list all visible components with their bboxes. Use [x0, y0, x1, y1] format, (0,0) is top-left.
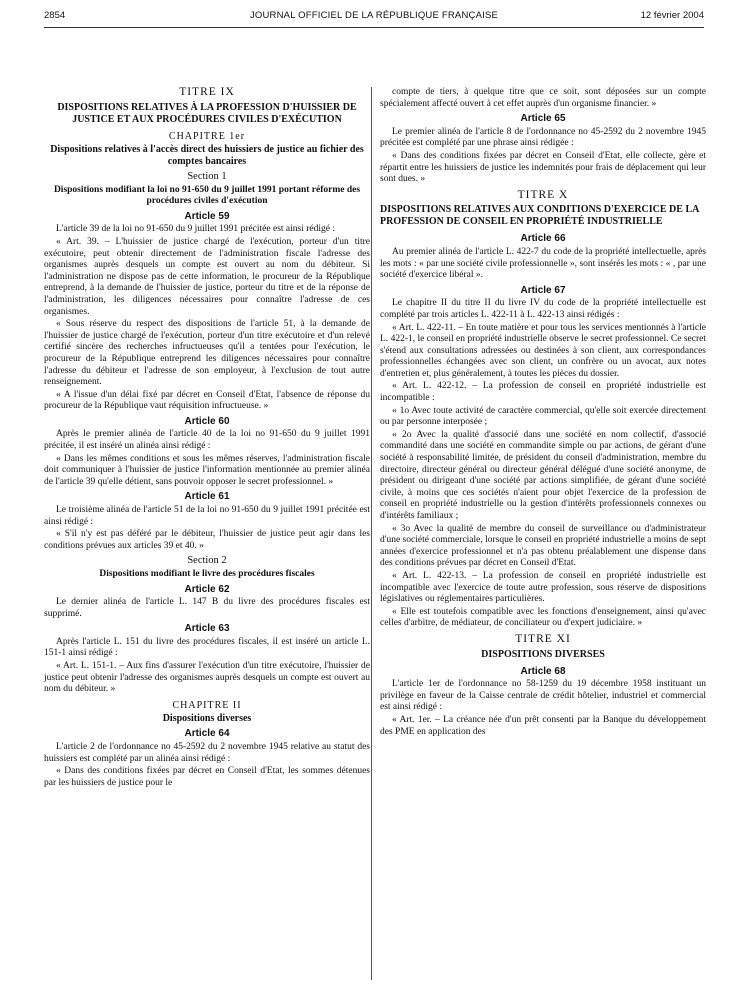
right-column — [380, 87, 706, 739]
paragraph: « Dans les mêmes conditions et sous les mêmes réserves, l'administration fiscale doit communiquer à l'huissier de justice l'information mentionnée au premier alinéa de l'article 39 qu'elle détient, sans pouvoir opposer le secret professionnel. » — [44, 453, 370, 487]
paragraph: Après l'article L. 151 du livre des procédures fiscales, il est inséré un article L. 151-1 ainsi rédigé : — [44, 636, 370, 659]
paragraph: « Dans des conditions fixées par décret en Conseil d'Etat, elle collecte, gère et répartit entre les huissiers de justice les indemnités pour frais de déplacement qui leur sont dues. » — [380, 150, 706, 185]
paragraph: « Elle est toutefois compatible avec les fonctions d'enseignement, ainsi qu'avec celles d'arbitre, de médiateur, de conciliateur ou d'expert judiciaire. » — [380, 606, 706, 629]
article-heading: Article 61 — [184, 491, 230, 503]
paragraph: « Art. L. 422-12. – La profession de conseil en propriété industrielle est incompatible : — [380, 381, 706, 404]
article-heading: Article 63 — [184, 623, 230, 635]
paragraph: L'article 39 de la loi no 91-650 du 9 juillet 1991 précitée est ainsi rédigé : — [56, 224, 335, 235]
paragraph: L'article 2 de l'ordonnance no 45-2592 du 2 novembre 1945 relative au statut des huissiers est complété par un alinéa ainsi rédigé : — [44, 742, 370, 764]
paragraph: « 1o Avec toute activité de caractère commercial, qu'elle soit exercée directement ou par personne interposée ; — [380, 405, 706, 428]
paragraph: « Sous réserve du respect des dispositions de l'article 51, à la demande de l'huissier de justice chargé de l'exécution, porteur d'un titre exécutoire et d'un relevé certifié sincère des recherches infructueuses qu'il a tentées pour l'exécution, le procureur de la République entreprend les diligences nécessaires pour connaître l'adresse du débiteur et l'adresse de son employeur, à l'exclusion de tout autre renseignement. — [44, 319, 370, 388]
article-heading: Article 65 — [520, 113, 566, 125]
paragraph: « Art. L. 422-11. – En toute matière et pour tous les services mentionnés à l'article L. 422-1, le conseil en propriété industrielle observe le secret professionnel. Ce secret s'étend aux consultations adressées ou destinées à son client, aux correspondances professionnelles échangées avec son client, un confrère ou un avocat, aux notes d'entretien et, plus généralement, à toutes les pièces du dossier. — [380, 322, 706, 379]
paragraph: « 3o Avec la qualité de membre du conseil de surveillance ou d'administrateur d'une société commerciale, lorsque le conseil en propriété industrielle a moins de sept années d'exercice professionnel et n'a pas obtenu préalablement une dispense dans des conditions prévues par décret en Conseil d'Etat. — [380, 523, 706, 569]
paragraph: Après le premier alinéa de l'article 40 de la loi no 91-650 du 9 juillet 1991 précitée, il est inséré un alinéa ainsi rédigé : — [44, 429, 370, 452]
paragraph: Le chapitre II du titre II du livre IV du code de la propriété intellectuelle est complété par trois articles L. 422-11 à L. 422-13 ainsi rédigés : — [380, 298, 706, 320]
chapter-heading: CHAPITRE II — [172, 699, 242, 711]
chapter-title: Dispositions diverses — [162, 713, 252, 725]
paragraph: Au premier alinéa de l'article L. 422-7 du code de la propriété intellectuelle, après les mots : « par une société civile professionnelle », sont insérés les mots : « , par une société d'exercice libéral ». — [380, 246, 706, 281]
section-heading: Section 2 — [187, 555, 227, 567]
page-header — [44, 10, 704, 26]
left-column — [44, 87, 370, 790]
paragraph: « Art. 39. – L'huissier de justice chargé de l'exécution, porteur d'un titre exécutoire, peut obtenir directement de l'administration fiscale l'adresse des organismes auprès desquels un compte est ouvert au nom du débiteur. Si l'administration ne dispose pas de cette information, le procureur de la République entreprend, à la demande de l'huissier de justice, porteur du titre et de la réponse de l'administration, les diligences nécessaires pour connaître l'adresse de ces organismes. — [44, 236, 370, 317]
article-heading: Article 62 — [184, 583, 230, 595]
paragraph: « 2o Avec la qualité d'associé dans une société en nom collectif, d'associé commandité dans une société en commandite simple ou par actions, de gérant d'une société à responsabilité limitée, de président du conseil d'administration, membre du directoire, directeur général ou directeur général délégué d'une société anonyme, de président ou dirigeant d'une société par actions simplifiée, de gérant d'une société civile, à moins que ces sociétés n'aient pour objet l'exercice de la profession de conseil en propriété industrielle ou la gestion d'intérêts professionnels connexes ou d'intérêts familiaux ; — [380, 429, 706, 521]
article-heading: Article 67 — [520, 284, 566, 296]
article-heading: Article 60 — [184, 415, 230, 427]
chapter-heading: CHAPITRE 1er — [168, 130, 246, 142]
header-rule — [44, 27, 704, 28]
article-heading: Article 59 — [184, 210, 230, 222]
section-title: Dispositions modifiant la loi no 91-650 du 9 juillet 1991 portant réforme des procédures civiles d'exécution — [53, 184, 361, 207]
paragraph: « Art. L. 151-1. – Aux fins d'assurer l'exécution d'un titre exécutoire, l'huissier de justice peut obtenir l'adresse des organismes auprès desquels un compte est ouvert au nom du débiteur. » — [44, 661, 370, 695]
paragraph: compte de tiers, à quelque titre que ce soit, sont déposées sur un compte spécialement affecté ouvert à cet effet auprès d'un organisme financier. » — [380, 87, 706, 109]
paragraph: « S'il n'y est pas déféré par le débiteur, l'huissier de justice peut agir dans les conditions prévues aux articles 39 et 40. » — [44, 529, 370, 551]
chapter-title: Dispositions relatives à l'accès direct des huissiers de justice au fichier des comptes bancaires — [50, 144, 364, 168]
section-heading: Section 1 — [187, 171, 227, 183]
paragraph: Le dernier alinéa de l'article L. 147 B du livre des procédures fiscales est supprimé. — [44, 597, 370, 619]
article-heading: Article 64 — [184, 728, 230, 740]
titre-title: DISPOSITIONS RELATIVES À LA PROFESSION D'HUISSIER DE JUSTICE ET AUX PROCÉDURES CIVILES D'EXÉCUTION — [57, 101, 357, 125]
titre-title: DISPOSITIONS RELATIVES AUX CONDITIONS D'EXERCICE DE LA PROFESSION DE CONSEIL EN PROPRIÉTÉ INDUSTRIELLE — [380, 204, 699, 228]
paragraph: Le troisième alinéa de l'article 51 de la loi no 91-650 du 9 juillet 1991 précitée est ainsi rédigé : — [44, 505, 370, 527]
publication-date: 12 février 2004 — [640, 10, 704, 21]
paragraph: « Dans des conditions fixées par décret en Conseil d'Etat, les sommes détenues par les huissiers de justice pour le — [44, 766, 370, 788]
section-title: Dispositions modifiant le livre des procédures fiscales — [99, 569, 315, 579]
article-heading: Article 68 — [520, 665, 566, 677]
titre-heading: TITRE X — [517, 188, 569, 201]
paragraph: Le premier alinéa de l'article 8 de l'ordonnance no 45-2592 du 2 novembre 1945 précitée est complété par une phrase ainsi rédigée : — [380, 126, 706, 149]
titre-heading: TITRE IX — [179, 86, 235, 98]
paragraph: L'article 1er de l'ordonnance no 58-1259 du 19 décembre 1958 instituant un privilège en faveur de la Caisse centrale de crédit hôtelier, industriel et commercial est ainsi rédigé : — [380, 679, 706, 713]
titre-title: DISPOSITIONS DIVERSES — [481, 648, 605, 660]
column-divider — [371, 87, 372, 980]
journal-title: JOURNAL OFFICIEL DE LA RÉPUBLIQUE FRANÇAISE — [249, 10, 499, 21]
article-heading: Article 66 — [520, 233, 566, 245]
paragraph: « Art. L. 422-13. – La profession de conseil en propriété industrielle est incompatible avec l'exercice de toute autre profession, sous réserve de dispositions législatives ou réglementaires particulières. — [380, 570, 706, 605]
page-number: 2854 — [44, 10, 66, 21]
paragraph: « Art. 1er. – La créance née d'un prêt consenti par la Banque du développement des PME en application des — [380, 714, 706, 737]
titre-heading: TITRE XI — [515, 632, 571, 645]
paragraph: « A l'issue d'un délai fixé par décret en Conseil d'Etat, l'absence de réponse du procureur de la République vaut réquisition infructueuse. » — [44, 389, 370, 412]
